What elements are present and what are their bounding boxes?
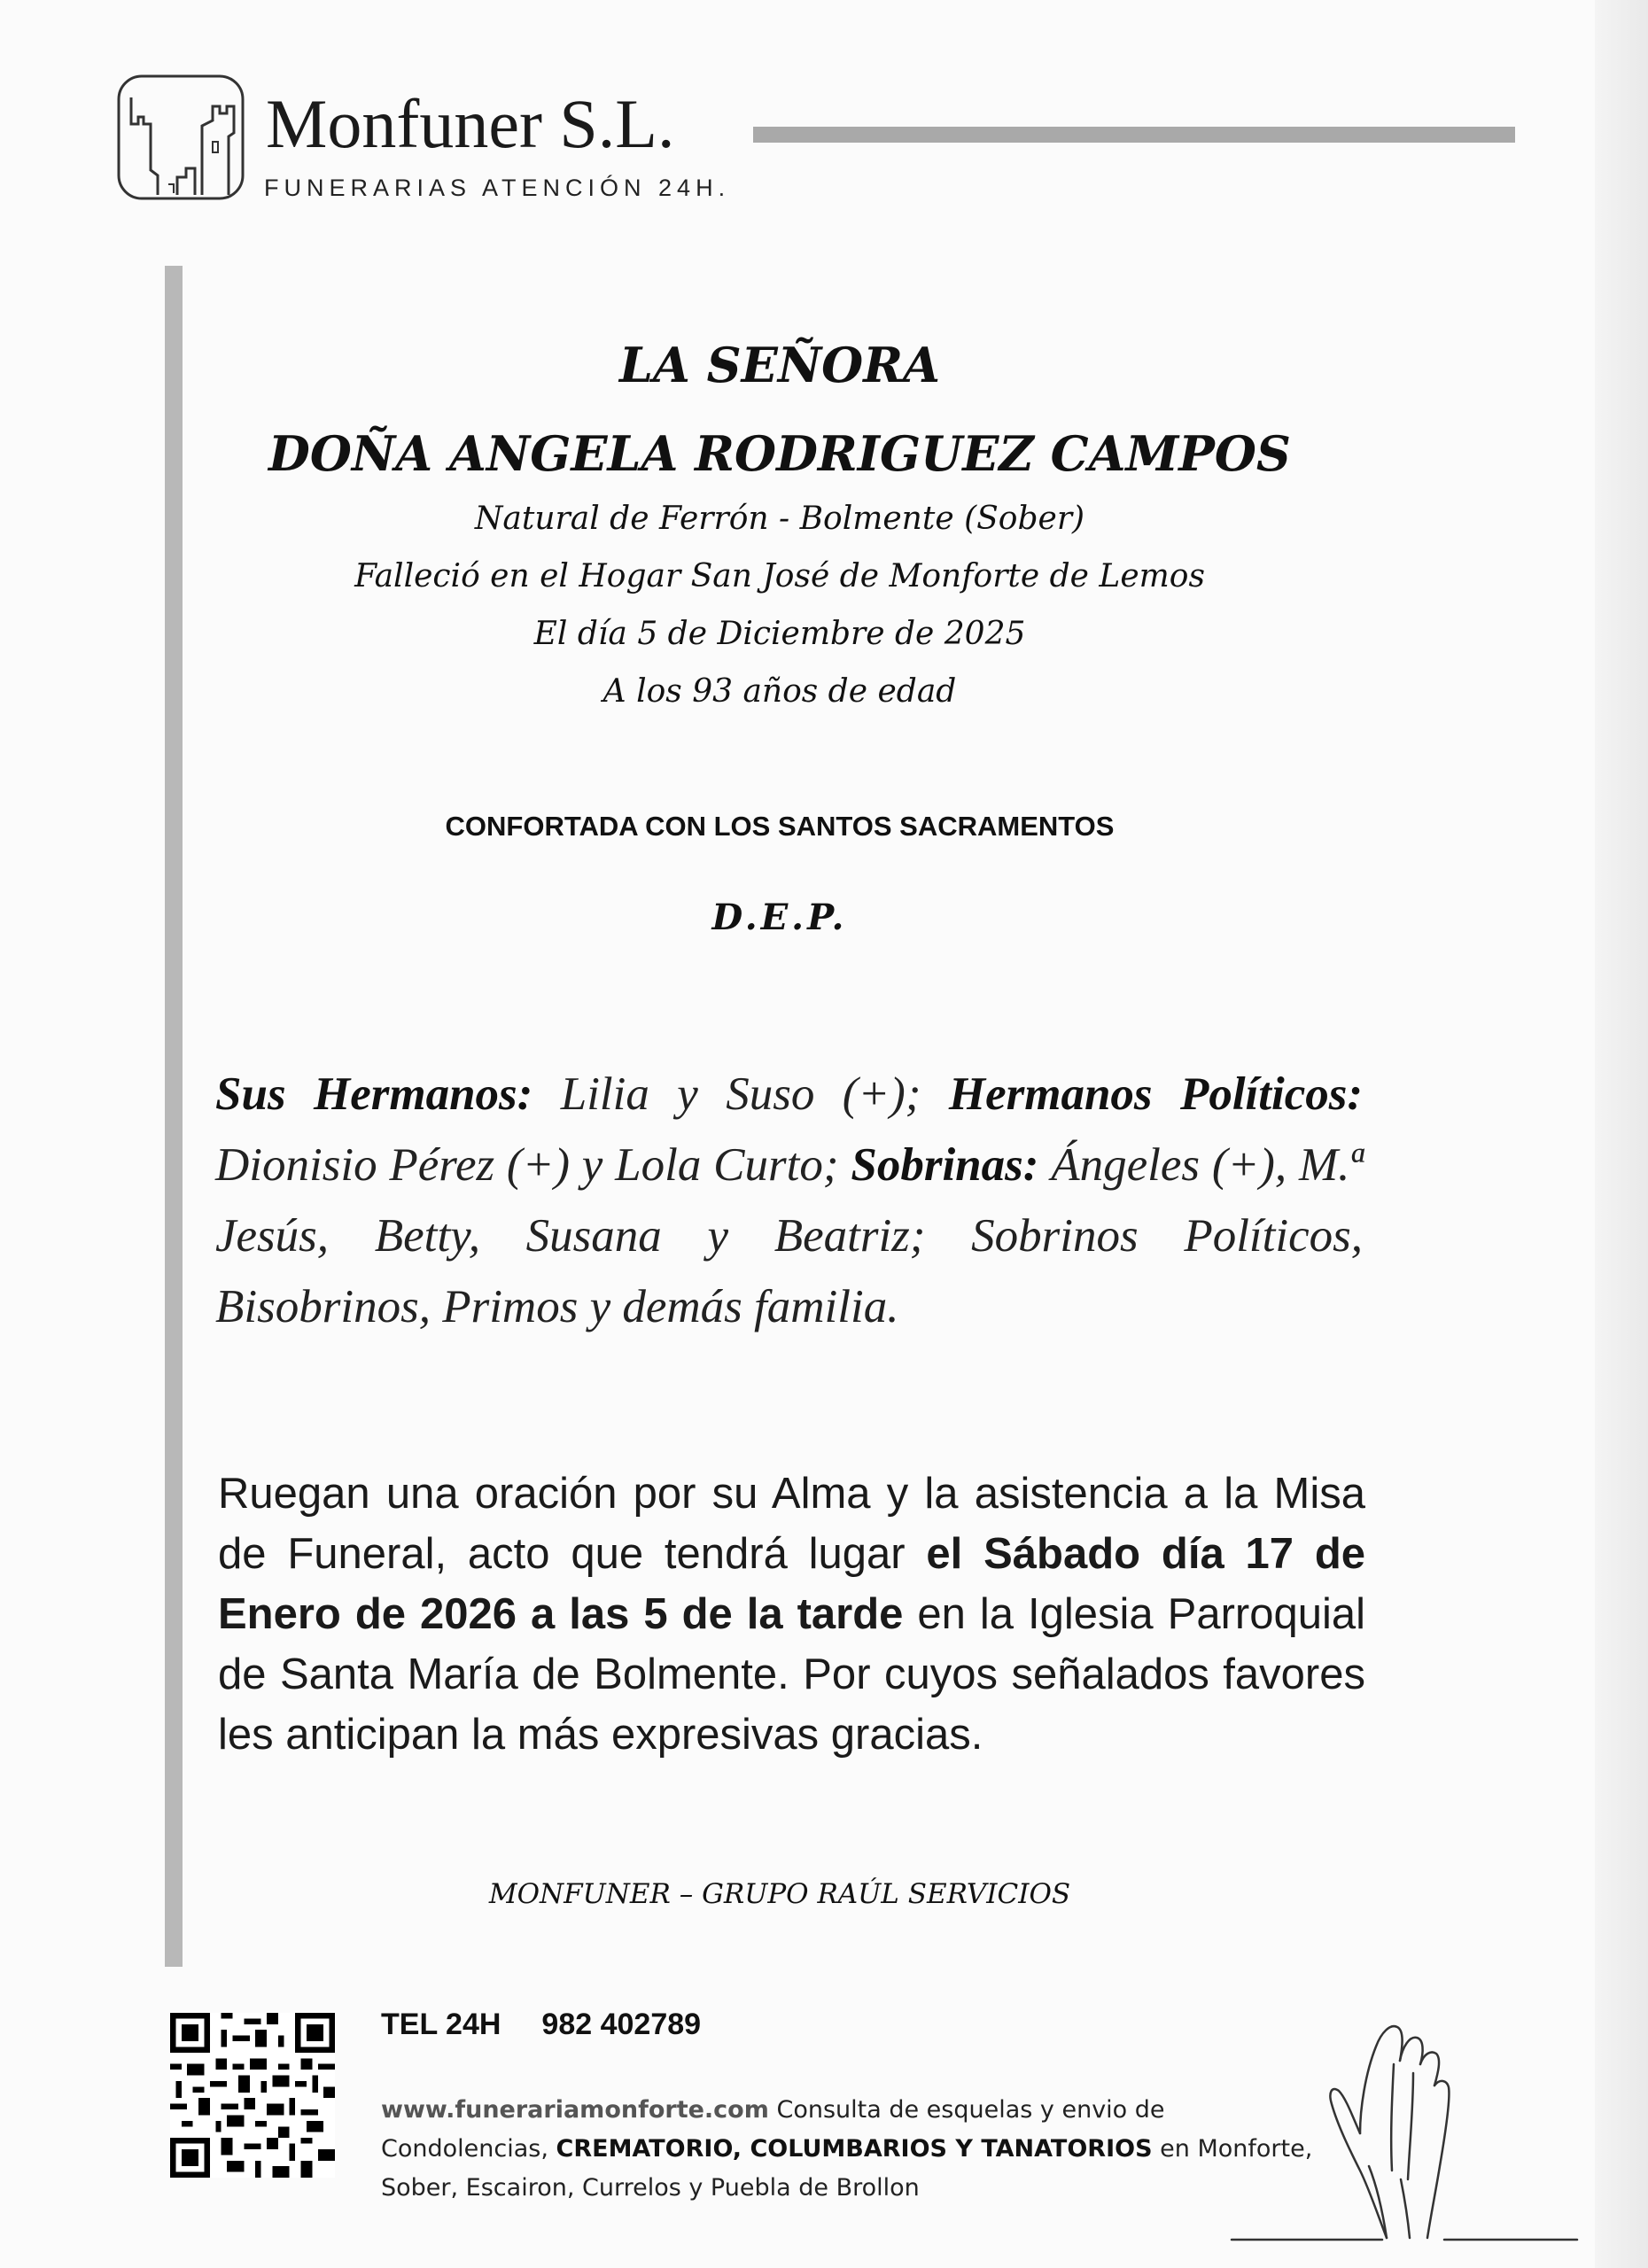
praying-hands-icon	[1227, 2011, 1582, 2259]
ceremony-place: en la Iglesia Parroquial de Santa María de Bolmente. Por cuyos señalados favores les anticipan la más expresivas gracias.	[218, 1590, 1365, 1759]
age-line: A los 93 años de edad	[602, 673, 957, 710]
politicos-label: Hermanos Políticos:	[948, 1068, 1364, 1120]
sobrinas-names: Ángeles (+), M.ª Jesús, Betty, Susana y Beatriz; Sobrinos Políticos, Bisobrinos, Primos y demás familia.	[215, 1139, 1364, 1332]
ceremony-paragraph	[218, 1464, 1365, 1765]
contact-paragraph	[381, 2091, 1338, 2208]
website-link[interactable]: www.funerariamonforte.com	[381, 2096, 769, 2124]
signature-line: MONFUNER – GRUPO RAÚL SERVICIOS	[488, 1878, 1071, 1910]
phone-label: TEL 24H	[381, 2008, 501, 2041]
castle-tower-logo-icon	[115, 71, 248, 204]
sobrinas-label: Sobrinas:	[851, 1139, 1039, 1191]
left-decorative-bar	[165, 266, 183, 1967]
contact-services: CREMATORIO, COLUMBARIOS Y TANATORIOS	[556, 2135, 1153, 2163]
phone-row	[381, 2008, 701, 2042]
sacraments-line: CONFORTADA CON LOS SANTOS SACRAMENTOS	[445, 811, 1115, 842]
company-tagline: FUNERARIAS ATENCIÓN 24H.	[264, 175, 731, 201]
origin-line: Natural de Ferrón - Bolmente (Sober)	[474, 501, 1085, 537]
death-date-line: El día 5 de Diciembre de 2025	[533, 616, 1026, 652]
header-divider	[753, 127, 1515, 143]
page-edge	[1595, 0, 1648, 2268]
company-name: Monfuner S.L.	[266, 85, 675, 162]
dep-line: D.E.P.	[711, 897, 848, 938]
contact-text-2: en Monforte, Sober, Escairon, Currelos y Puebla de Brollon	[381, 2135, 1313, 2202]
hermanos-names: Lilia y Suso (+);	[560, 1068, 921, 1120]
qr-code-icon[interactable]	[170, 2013, 335, 2178]
hermanos-label: Sus Hermanos:	[215, 1068, 533, 1120]
ceremony-datetime: el Sábado día 17 de Enero de 2026 a las 5 de la tarde	[218, 1530, 1366, 1638]
family-paragraph	[215, 1059, 1363, 1342]
contact-text-1: Consulta de esquelas y envio de Condolencias,	[381, 2096, 1165, 2163]
ceremony-intro: Ruegan una oración por su Alma y la asistencia a la Misa de Funeral, acto que tendrá lugar	[218, 1470, 1365, 1578]
phone-number[interactable]: 982 402789	[541, 2008, 702, 2041]
death-place-line: Falleció en el Hogar San José de Monforte de Lemos	[354, 558, 1205, 594]
notice-title: LA SEÑORA	[619, 337, 940, 393]
politicos-names: Dionisio Pérez (+) y Lola Curto;	[215, 1139, 839, 1191]
deceased-name: DOÑA ANGELA RODRIGUEZ CAMPOS	[268, 425, 1291, 482]
